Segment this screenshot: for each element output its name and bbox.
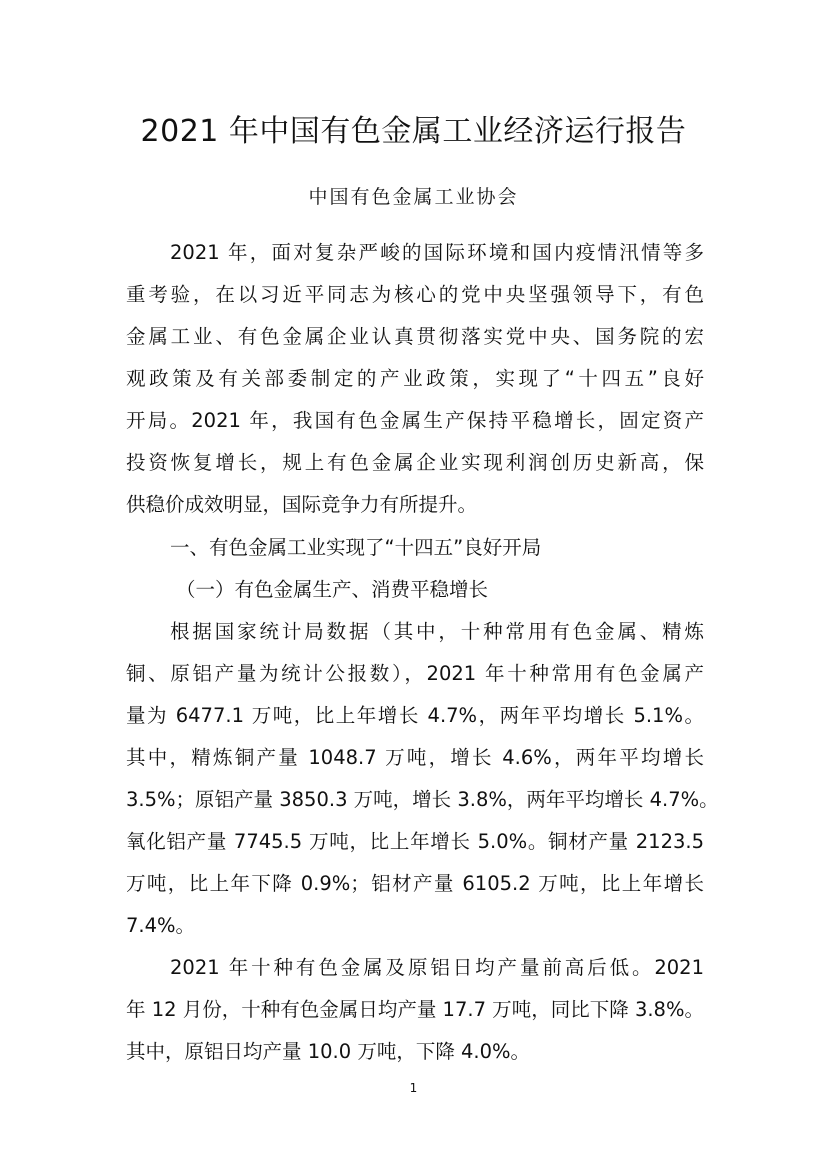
text-line: 2021 年十种有色金属及原铝日均产量前高后低。2021 [170, 956, 704, 979]
text-line: 观政策及有关部委制定的产业政策，实现了“十四五”良好 [126, 367, 704, 390]
document-title: 2021 年中国有色金属工业经济运行报告 [140, 114, 687, 149]
text-line: 万吨，比上年下降 0.9%；铝材产量 6105.2 万吨，比上年增长 [126, 872, 704, 895]
text-line: 其中，精炼铜产量 1048.7 万吨，增长 4.6%，两年平均增长 [126, 746, 704, 769]
text-line: 2021 年，面对复杂严峻的国际环境和国内疫情汛情等多 [170, 241, 704, 264]
subsection-heading: （一）有色金属生产、消费平稳增长 [176, 578, 489, 601]
text-line: 根据国家统计局数据（其中，十种常用有色金属、精炼 [170, 620, 704, 643]
document-author: 中国有色金属工业协会 [308, 186, 519, 208]
text-line: 开局。2021 年，我国有色金属生产保持平稳增长，固定资产 [126, 409, 704, 432]
text-line: 氧化铝产量 7745.5 万吨，比上年增长 5.0%。铜材产量 2123.5 [126, 830, 704, 853]
text-line: 量为 6477.1 万吨，比上年增长 4.7%，两年平均增长 5.1%。 [126, 704, 704, 727]
text-line: 供稳价成效明显，国际竞争力有所提升。 [126, 493, 478, 516]
page-number: 1 [409, 1081, 418, 1095]
section-heading: 一、有色金属工业实现了“十四五”良好开局 [170, 536, 542, 559]
text-line: 其中，原铝日均产量 10.0 万吨，下降 4.0%。 [126, 1040, 531, 1063]
text-line: 年 12 月份，十种有色金属日均产量 17.7 万吨，同比下降 3.8%。 [126, 998, 704, 1021]
text-line: 重考验，在以习近平同志为核心的党中央坚强领导下，有色 [126, 283, 704, 306]
text-line: 3.5%；原铝产量 3850.3 万吨，增长 3.8%，两年平均增长 4.7%。 [126, 788, 719, 811]
text-line: 投资恢复增长，规上有色金属企业实现利润创历史新高，保 [126, 451, 704, 474]
text-line: 铜、原铝产量为统计公报数），2021 年十种常用有色金属产 [126, 662, 704, 685]
text-line: 7.4%。 [126, 914, 196, 937]
text-line: 金属工业、有色金属企业认真贯彻落实党中央、国务院的宏 [126, 325, 704, 348]
